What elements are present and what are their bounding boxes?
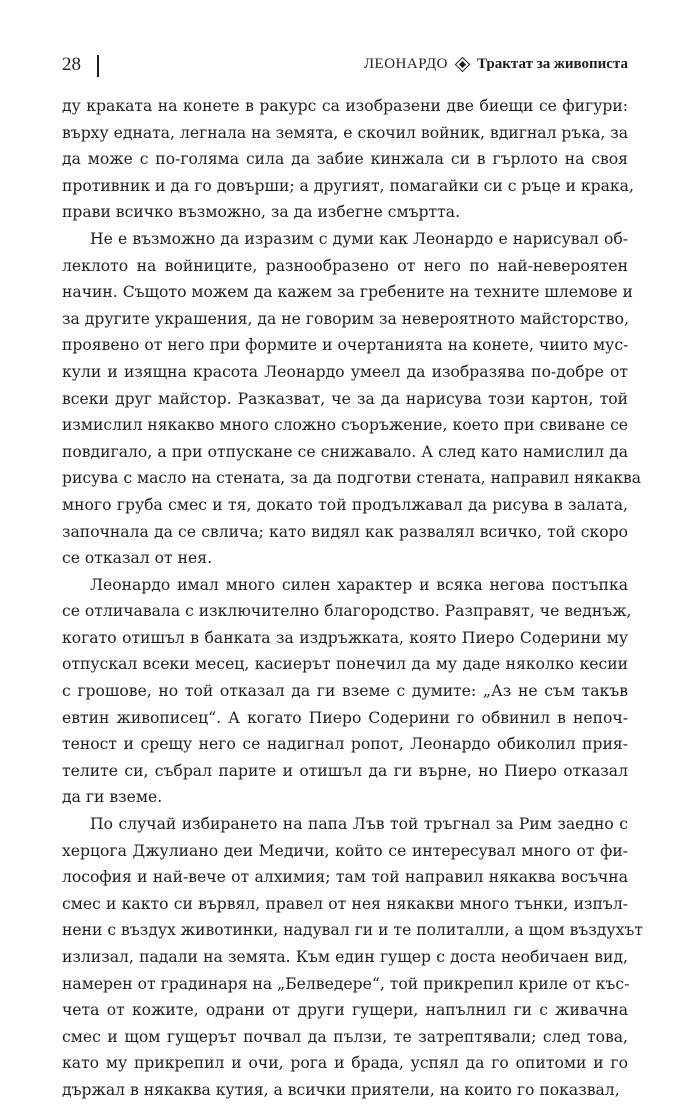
text-line: херцога Джулиано деи Медичи, който се интересувал много от фи- — [62, 841, 628, 860]
running-head — [62, 52, 628, 82]
header-book-title: Трактат за живописта — [477, 56, 628, 72]
text-line: за другите украшения, да не говорим за невероятното майсторство, — [62, 309, 629, 328]
text-line: леклото на войниците, разнообразено от него по най-невероятен — [62, 256, 628, 275]
text-line: с грошове, но той отказал да ги вземе с думите: „Аз не съм такъв — [62, 682, 628, 701]
text-line: рисува с масло на стената, за да подготви стената, направил някаква — [62, 469, 642, 488]
text-line: измислил някакво много сложно съоръжение, което при свиване се — [62, 416, 629, 435]
text-line: намерен от градинаря на „Белведере“, той прикрепил криле от къс- — [62, 974, 630, 993]
paragraph — [62, 226, 642, 572]
text-line: чета от кожите, одрани от други гущери, напълнил ги с живачна — [62, 1001, 628, 1020]
text-line: всеки друг майстор. Разказват, че за да нарисува този картон, той — [62, 389, 628, 408]
text-line: започнала да се свлича; като видял как развалял всичко, той скоро — [62, 522, 628, 541]
text-line: противник и да го довърши; а другият, помагайки си с ръце и крака, — [62, 176, 634, 195]
text-line: лософия и най-вече от алхимия; там той направил някаква восъчна — [62, 868, 628, 887]
paragraph — [62, 811, 643, 1104]
header-divider — [97, 55, 99, 77]
header-author: ЛЕОНАРДО — [363, 56, 448, 72]
page-number: 28 — [62, 54, 81, 75]
text-line: върху едната, легнала на земята, е скочил войник, вдигнал ръка, за — [62, 123, 629, 142]
text-line: много груба смес и тя, докато той продължавал да рисува в залата, — [62, 495, 628, 514]
text-line: като му прикрепил и очи, рога и брада, успял да го опитоми и го — [62, 1054, 628, 1073]
text-line: да може с по-голяма сила да забие кинжала си в гърлото на своя — [62, 150, 628, 169]
text-line: кули и изящна красота Леонардо умеел да изобразява по-добре от — [62, 362, 628, 381]
text-line: се отличавала с изключително благородство. Разправят, че веднъж, — [62, 602, 632, 621]
text-line: начин. Същото можем да кажем за гребените на техните шлемове и — [62, 283, 633, 302]
text-line: да ги вземе. — [62, 788, 163, 807]
diamond-icon — [455, 57, 471, 73]
text-line: отпускал всеки месец, касиерът понечил да му даде няколко кесии — [62, 655, 628, 674]
paragraph — [62, 572, 632, 811]
text-line: прави всичко възможно, за да избегне смъртта. — [62, 203, 461, 222]
text-line: ду краката на конете в ракурс са изобразени две биещи се фигури: — [62, 97, 628, 115]
text-line: телите си, събрал парите и отишъл да ги върне, но Пиеро отказал — [62, 761, 628, 780]
text-line: държал в някаква кутия, а всички приятели, на които го показвал, — [62, 1080, 620, 1099]
text-line: теност и срещу него се надигнал ропот, Леонардо обиколил прия- — [62, 735, 628, 754]
text-line: повдигало, а при отпускане се снижавало. А след като намислил да — [62, 442, 628, 461]
text-line: смес и както си вървял, правел от нея някакви много тънки, изпъл- — [62, 894, 628, 913]
text-line: смес и щом гущерът почвал да пълзи, те затрептявали; след това, — [62, 1027, 628, 1046]
text-line: излизал, падали на земята. Към един гущер с доста необичаен вид, — [62, 948, 628, 966]
text-line: се отказал от нея. — [62, 549, 213, 568]
running-title — [364, 56, 628, 73]
body-text — [62, 93, 643, 1104]
paragraph — [62, 93, 634, 226]
text-line: евтин живописец“. А когато Пиеро Содерини го обвинил в непоч- — [62, 708, 628, 727]
text-line: Леонардо имал много силен характер и всяка негова постъпка — [90, 575, 628, 594]
text-line: когато отишъл в банката за издръжката, която Пиеро Содерини му — [62, 628, 628, 647]
text-line: проявено от него при формите и очертанията на конете, чиито мус- — [62, 336, 629, 355]
text-line: По случай избирането на папа Лъв той тръгнал за Рим заедно с — [90, 815, 628, 834]
text-line: Не е възможно да изразим с думи как Леонардо е нарисувал об- — [90, 229, 628, 248]
text-line: нени с въздух животинки, надувал ги и те политалли, а щом въздухът — [62, 921, 643, 940]
